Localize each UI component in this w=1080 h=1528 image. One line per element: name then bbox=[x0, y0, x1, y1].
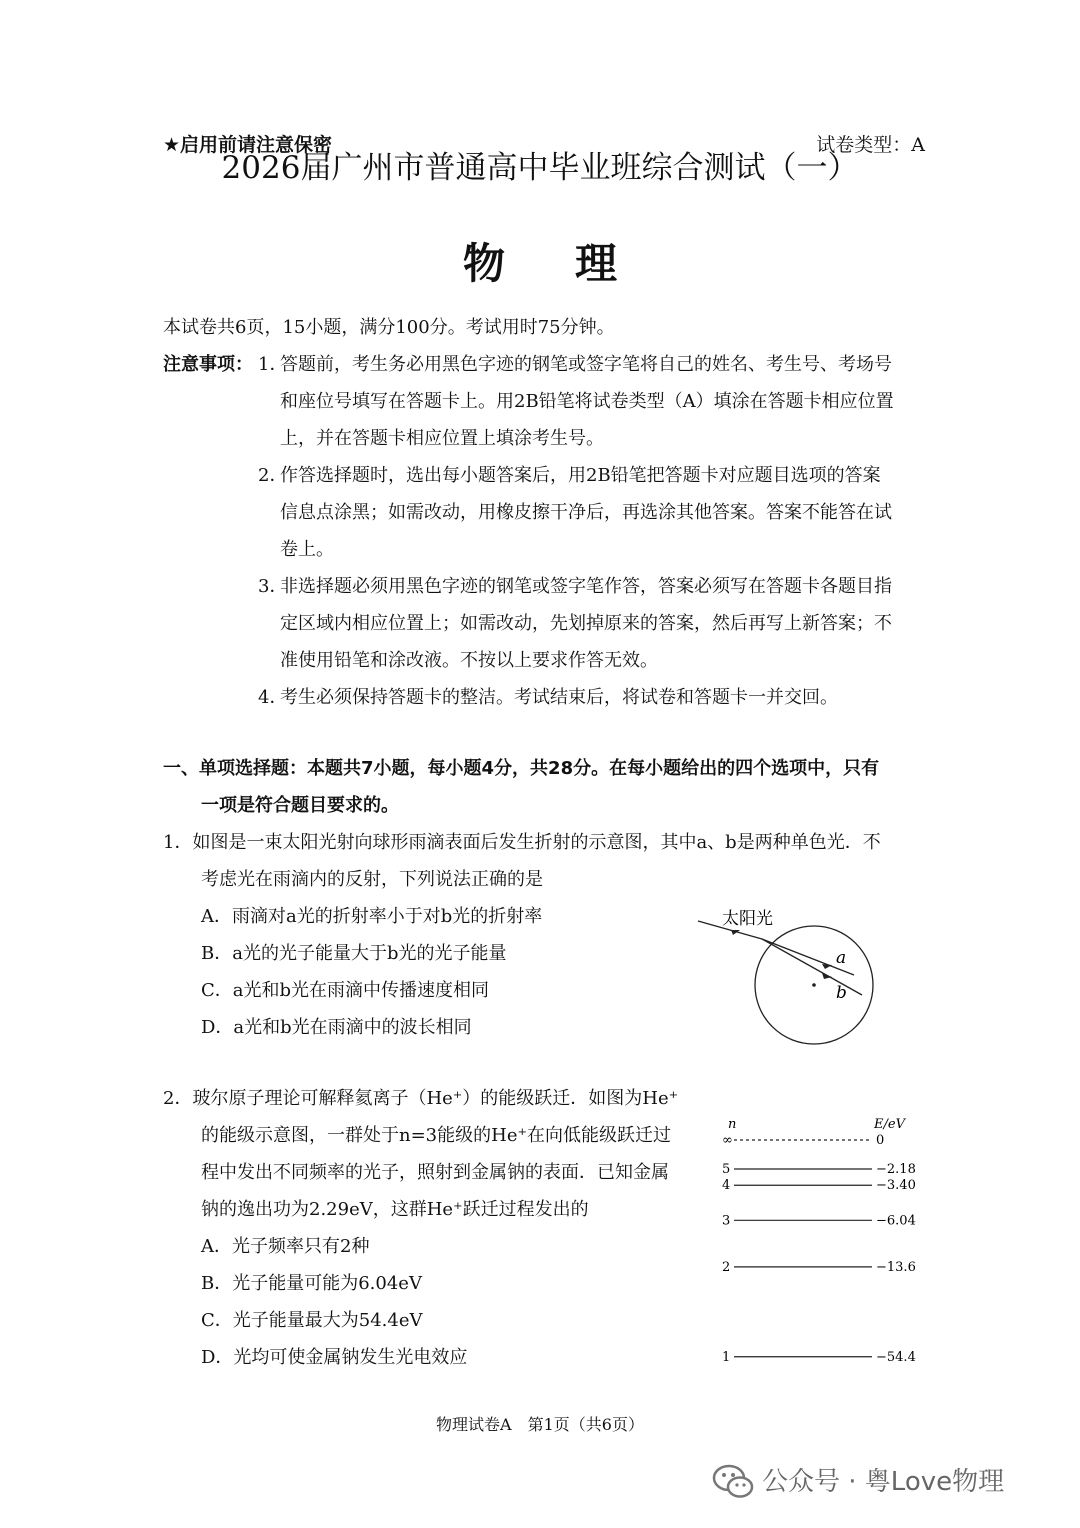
q2-option-b: B．光子能量可能为6.04eV bbox=[201, 1273, 422, 1294]
page-footer: 物理试卷A 第1页（共6页） bbox=[436, 1415, 644, 1434]
notice-3-num: 3． bbox=[258, 576, 288, 597]
energy-axis-label: E/eV bbox=[874, 1117, 905, 1132]
exam-intro: 本试卷共6页，15小题，满分100分。考试用时75分钟。 bbox=[163, 317, 615, 338]
q1-option-a: A．雨滴对a光的折射率小于对b光的折射率 bbox=[201, 906, 543, 927]
notice-1-line: 答题前，考生务必用黑色字迹的钢笔或签字笔将自己的姓名、考生号、考场号 bbox=[280, 354, 892, 375]
section-heading: 一、单项选择题：本题共7小题，每小题4分，共28分。在每小题给出的四个选项中，只有 bbox=[163, 758, 880, 779]
q2-stem-cont: 的能级示意图，一群处于n=3能级的He⁺在向低能级跃迁过 bbox=[201, 1125, 671, 1146]
q1-stem-cont: 考虑光在雨滴内的反射，下列说法正确的是 bbox=[201, 869, 543, 890]
q2-stem-cont: 钠的逸出功为2.29eV，这群He⁺跃迁过程发出的 bbox=[201, 1199, 589, 1220]
energy-level-value: −2.18 bbox=[876, 1161, 916, 1177]
notice-2-num: 2． bbox=[258, 465, 288, 486]
notice-2-line: 作答选择题时，选出每小题答案后，用2B铅笔把答题卡对应题目选项的答案 bbox=[280, 465, 881, 486]
q2-option-d: D．光均可使金属钠发生光电效应 bbox=[201, 1347, 468, 1368]
notice-1-line: 和座位号填写在答题卡上。用2B铅笔将试卷类型（A）填涂在答题卡相应位置 bbox=[280, 391, 894, 412]
exam-title: 2026届广州市普通高中毕业班综合测试（一） bbox=[221, 150, 859, 186]
energy-level-value: −13.6 bbox=[876, 1259, 916, 1275]
notice-2-line: 卷上。 bbox=[280, 539, 334, 560]
confidential-label: ★启用前请注意保密 bbox=[163, 134, 333, 156]
notice-4-line: 考生必须保持答题卡的整洁。考试结束后，将试卷和答题卡一并交回。 bbox=[280, 687, 838, 708]
energy-level-value: 0 bbox=[876, 1133, 885, 1148]
notice-label: 注意事项： bbox=[163, 354, 253, 375]
energy-levels bbox=[722, 1133, 916, 1365]
energy-level-n: 4 bbox=[722, 1178, 731, 1194]
energy-level-diagram bbox=[700, 1112, 940, 1372]
ray-b-label: b bbox=[836, 983, 847, 1003]
q2-stem: 2．玻尔原子理论可解释氦离子（He⁺）的能级跃迁．如图为He⁺ bbox=[163, 1088, 679, 1109]
notice-2-line: 信息点涂黑；如需改动，用橡皮擦干净后，再选涂其他答案。答案不能答在试 bbox=[280, 502, 892, 523]
section-heading-cont: 一项是符合题目要求的。 bbox=[201, 795, 399, 816]
q1-option-c: C．a光和b光在雨滴中传播速度相同 bbox=[201, 980, 490, 1001]
energy-level-value: −3.40 bbox=[876, 1178, 916, 1194]
sunlight-label: 太阳光 bbox=[722, 909, 773, 929]
paper-type: 试卷类型：A bbox=[816, 134, 925, 156]
ray-a-label: a bbox=[836, 948, 847, 968]
energy-level-n: 5 bbox=[722, 1161, 731, 1177]
energy-level-value: −6.04 bbox=[876, 1213, 916, 1229]
notice-3-line: 准使用铅笔和涂改液。不按以上要求作答无效。 bbox=[280, 650, 658, 671]
notice-1-num: 1． bbox=[258, 354, 288, 375]
energy-level-n: 2 bbox=[722, 1259, 731, 1275]
raindrop-diagram bbox=[690, 895, 890, 1045]
q1-option-d: D．a光和b光在雨滴中的波长相同 bbox=[201, 1017, 472, 1038]
notice-4-num: 4． bbox=[258, 687, 288, 708]
center-dot bbox=[812, 983, 816, 987]
subject-title: 物理 bbox=[462, 239, 687, 288]
n-axis-label: n bbox=[728, 1117, 737, 1132]
q2-stem-cont: 程中发出不同频率的光子，照射到金属钠的表面．已知金属 bbox=[201, 1162, 669, 1183]
energy-level-value: −54.4 bbox=[876, 1349, 916, 1365]
q2-option-a: A．光子频率只有2种 bbox=[201, 1236, 370, 1257]
q1-option-b: B．a光的光子能量大于b光的光子能量 bbox=[201, 943, 507, 964]
energy-level-n: 3 bbox=[722, 1213, 731, 1229]
notice-1-line: 上，并在答题卡相应位置上填涂考生号。 bbox=[280, 428, 604, 449]
wechat-icon bbox=[712, 1462, 756, 1502]
q1-stem: 1．如图是一束太阳光射向球形雨滴表面后发生折射的示意图，其中a、b是两种单色光．不 bbox=[163, 832, 881, 853]
notice-3-line: 非选择题必须用黑色字迹的钢笔或签字笔作答，答案必须写在答题卡各题目指 bbox=[280, 576, 892, 597]
energy-level-n: ∞ bbox=[722, 1133, 733, 1148]
notice-3-line: 定区域内相应位置上；如需改动，先划掉原来的答案，然后再写上新答案；不 bbox=[280, 613, 892, 634]
q2-option-c: C．光子能量最大为54.4eV bbox=[201, 1310, 423, 1331]
energy-level-n: 1 bbox=[722, 1349, 731, 1365]
ray-b bbox=[762, 939, 862, 995]
watermark-text: 公众号 · 粤Love物理 bbox=[762, 1467, 1005, 1497]
